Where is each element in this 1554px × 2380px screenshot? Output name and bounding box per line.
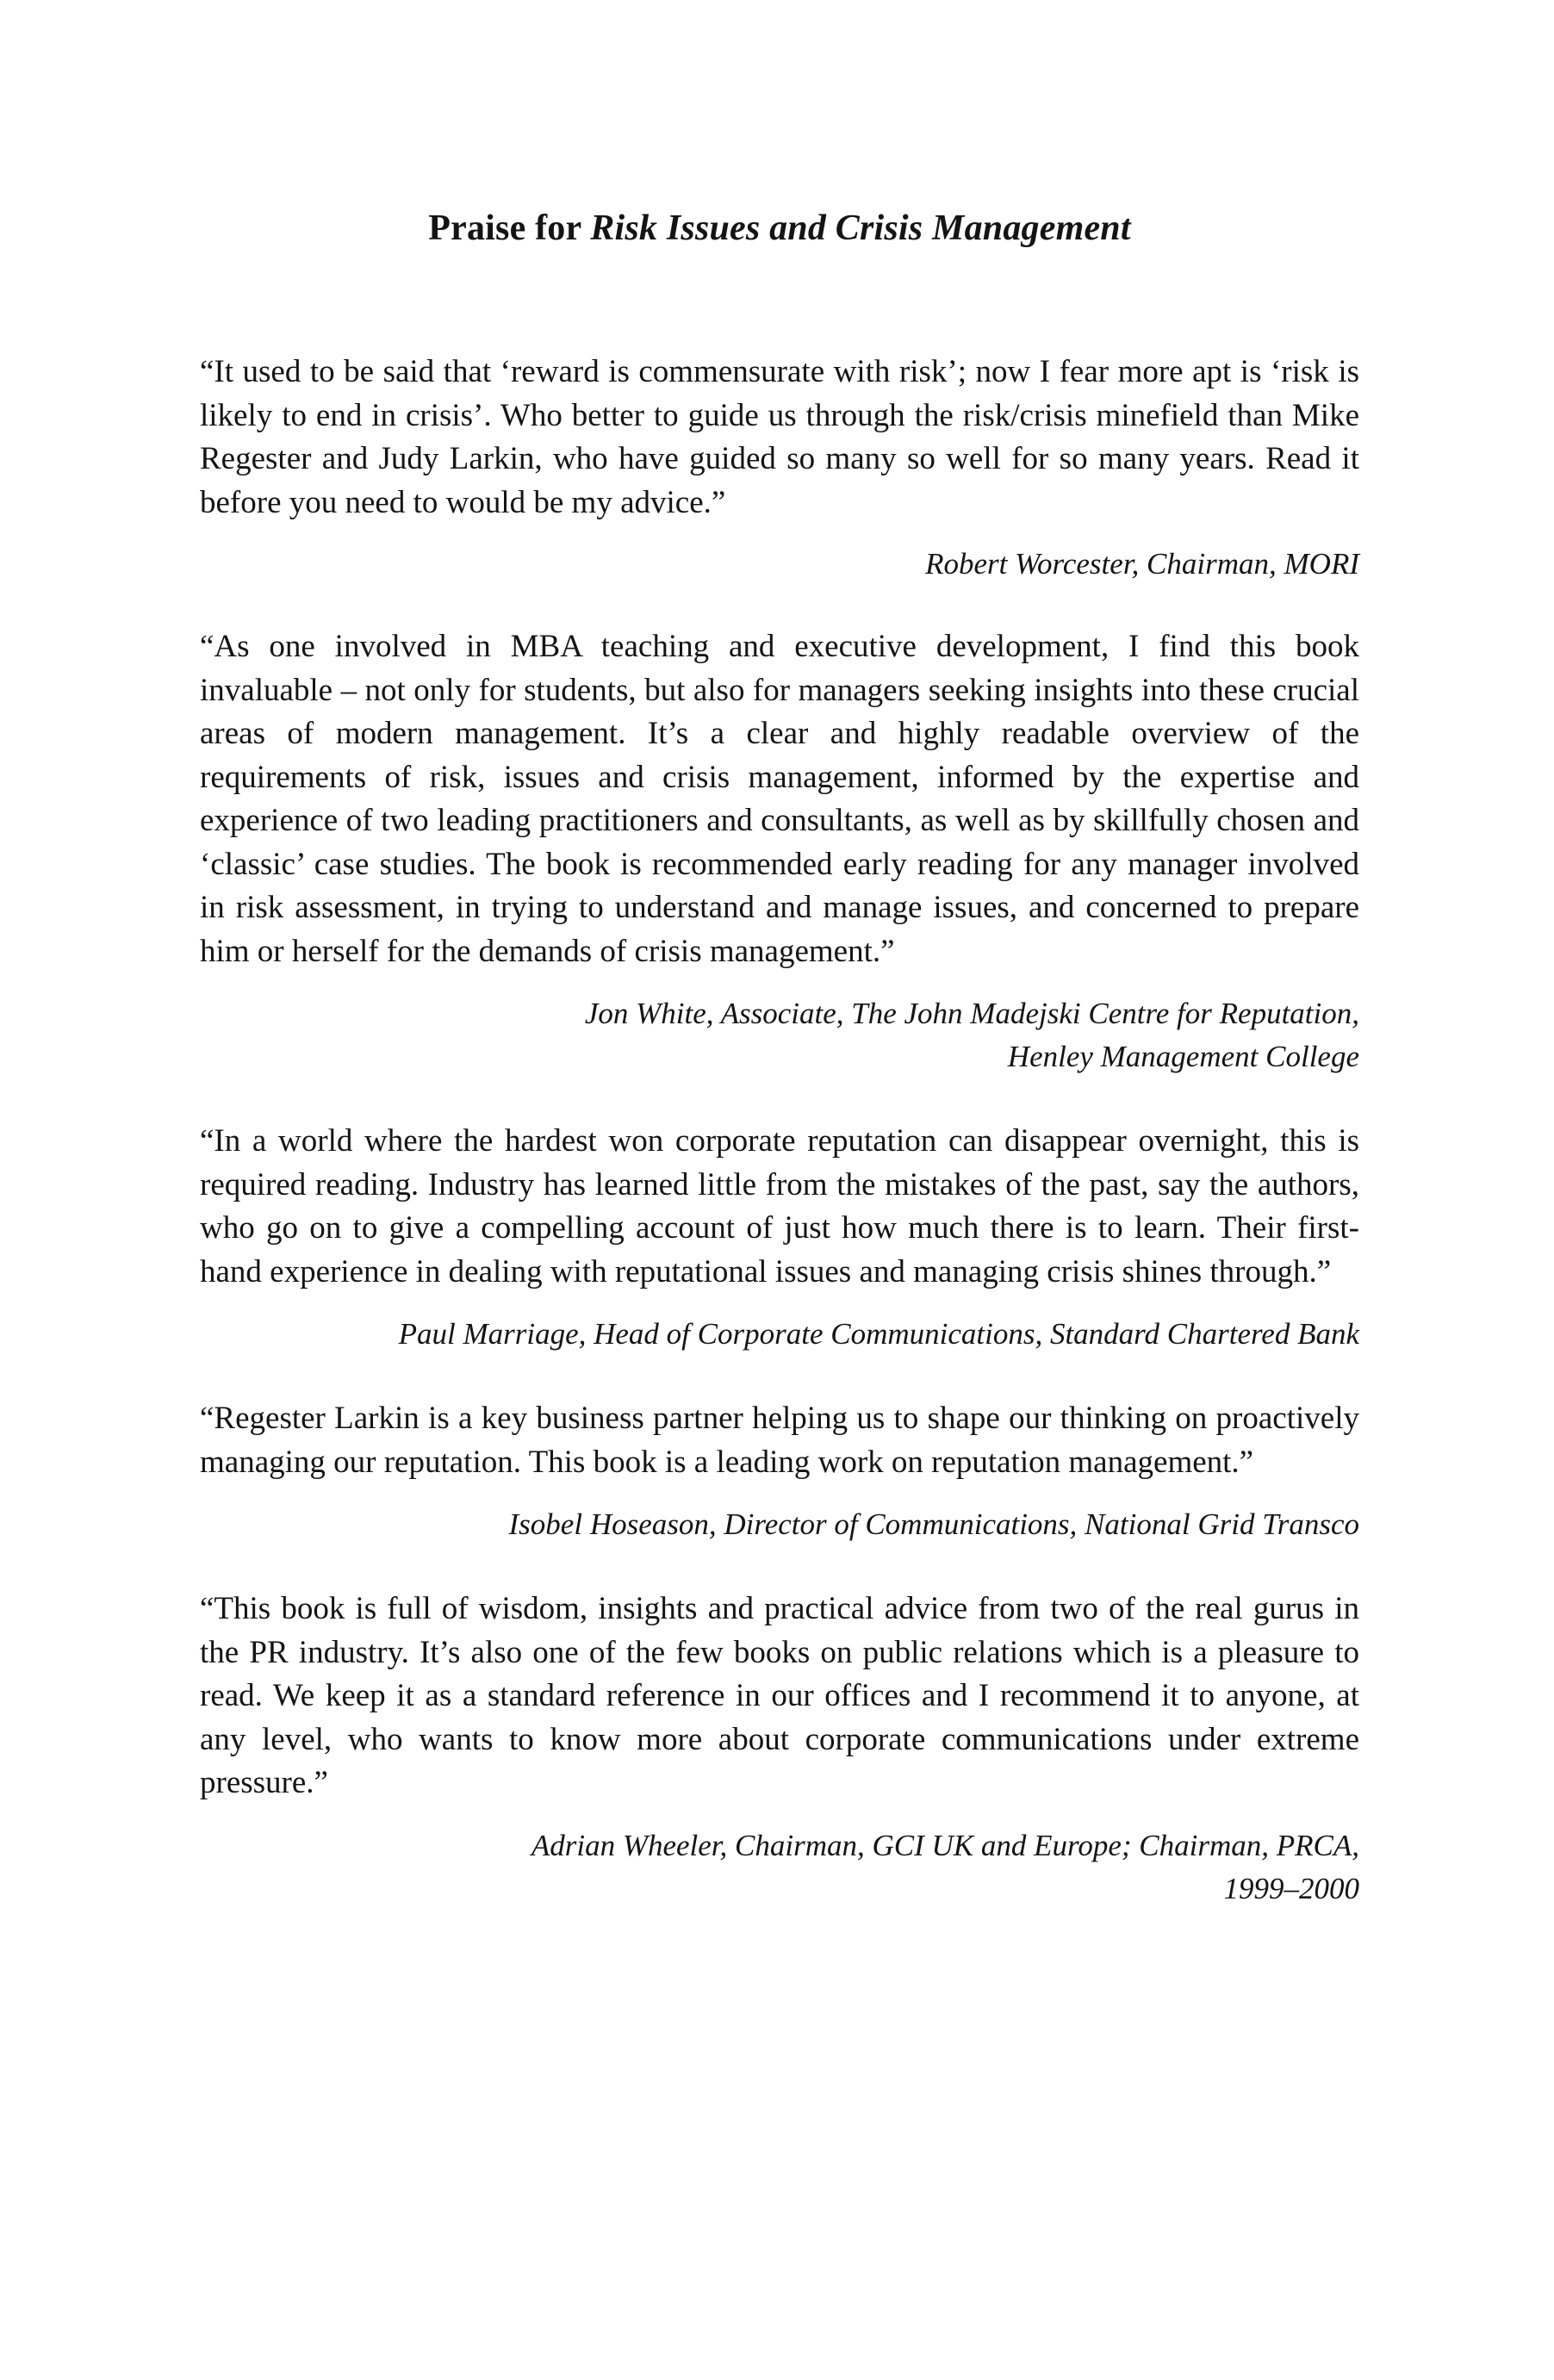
attribution-line: Henley Management College: [1007, 1040, 1359, 1074]
testimonial: [200, 1120, 1359, 1356]
attribution-line: Jon White, Associate, The John Madejski Centre for Reputation,: [584, 997, 1359, 1031]
praise-page: [200, 207, 1359, 1911]
page-title-prefix: Praise for: [428, 208, 591, 248]
testimonial-attribution: [200, 992, 1359, 1078]
testimonial: [200, 351, 1359, 586]
testimonial-attribution: [200, 1824, 1359, 1911]
testimonial-quote: “Regester Larkin is a key business partner helping us to shape our thinking on proactively managing our reputation. This book is a leading work on reputation management.”: [200, 1401, 1359, 1480]
testimonial: [200, 1397, 1359, 1546]
testimonial-attribution: [200, 1503, 1359, 1546]
testimonial-quote: “As one involved in MBA teaching and executive development, I find this book invaluable – not only for students, but also for managers seeking insights into these crucial areas of modern management. It’s a clear and highly readable overview of the requirements of risk, issues and crisis management, informed by the expertise and experience of two leading practitioners and consultants, as well as by skillfully chosen and ‘classic’ case studies. The book is recommended early reading for any manager involved in risk assessment, in trying to understand and manage issues, and concerned to prepare him or herself for the demands of crisis management.”: [200, 629, 1359, 969]
attribution-line: 1999–2000: [1223, 1871, 1359, 1905]
testimonial-attribution: [200, 1313, 1359, 1356]
attribution-line: Robert Worcester, Chairman, MORI: [925, 547, 1359, 581]
testimonial-attribution: [200, 543, 1359, 586]
attribution-line: Isobel Hoseason, Director of Communications, National Grid Transco: [508, 1507, 1359, 1542]
testimonial: [200, 625, 1359, 1078]
testimonial-quote: “In a world where the hardest won corporate reputation can disappear overnight, this is required reading. Industry has learned little from the mistakes of the past, say the authors, who go on to give a compelling account of just how much there is to learn. Their first-hand experience in dealing with reputational issues and managing crisis shines through.”: [200, 1123, 1359, 1289]
page-title-book-name: Risk Issues and Crisis Management: [590, 208, 1131, 248]
attribution-line: Adrian Wheeler, Chairman, GCI UK and Europe; Chairman, PRCA,: [531, 1828, 1359, 1862]
attribution-line: Paul Marriage, Head of Corporate Communications, Standard Chartered Bank: [398, 1317, 1359, 1352]
testimonial: [200, 1588, 1359, 1911]
testimonial-quote: “It used to be said that ‘reward is commensurate with risk’; now I fear more apt is ‘risk is likely to end in crisis’. Who better to guide us through the risk/crisis minefield than Mike Regester and Judy Larkin, who have guided so many so well for so many years. Read it before you need to would be my advice.”: [200, 354, 1359, 520]
page-title: [200, 207, 1359, 250]
testimonial-quote: “This book is full of wisdom, insights and practical advice from two of the real gurus in the PR industry. It’s also one of the few books on public relations which is a pleasure to read. We keep it as a standard reference in our offices and I recommend it to anyone, at any level, who wants to know more about corporate communications under extreme pressure.”: [200, 1591, 1359, 1801]
